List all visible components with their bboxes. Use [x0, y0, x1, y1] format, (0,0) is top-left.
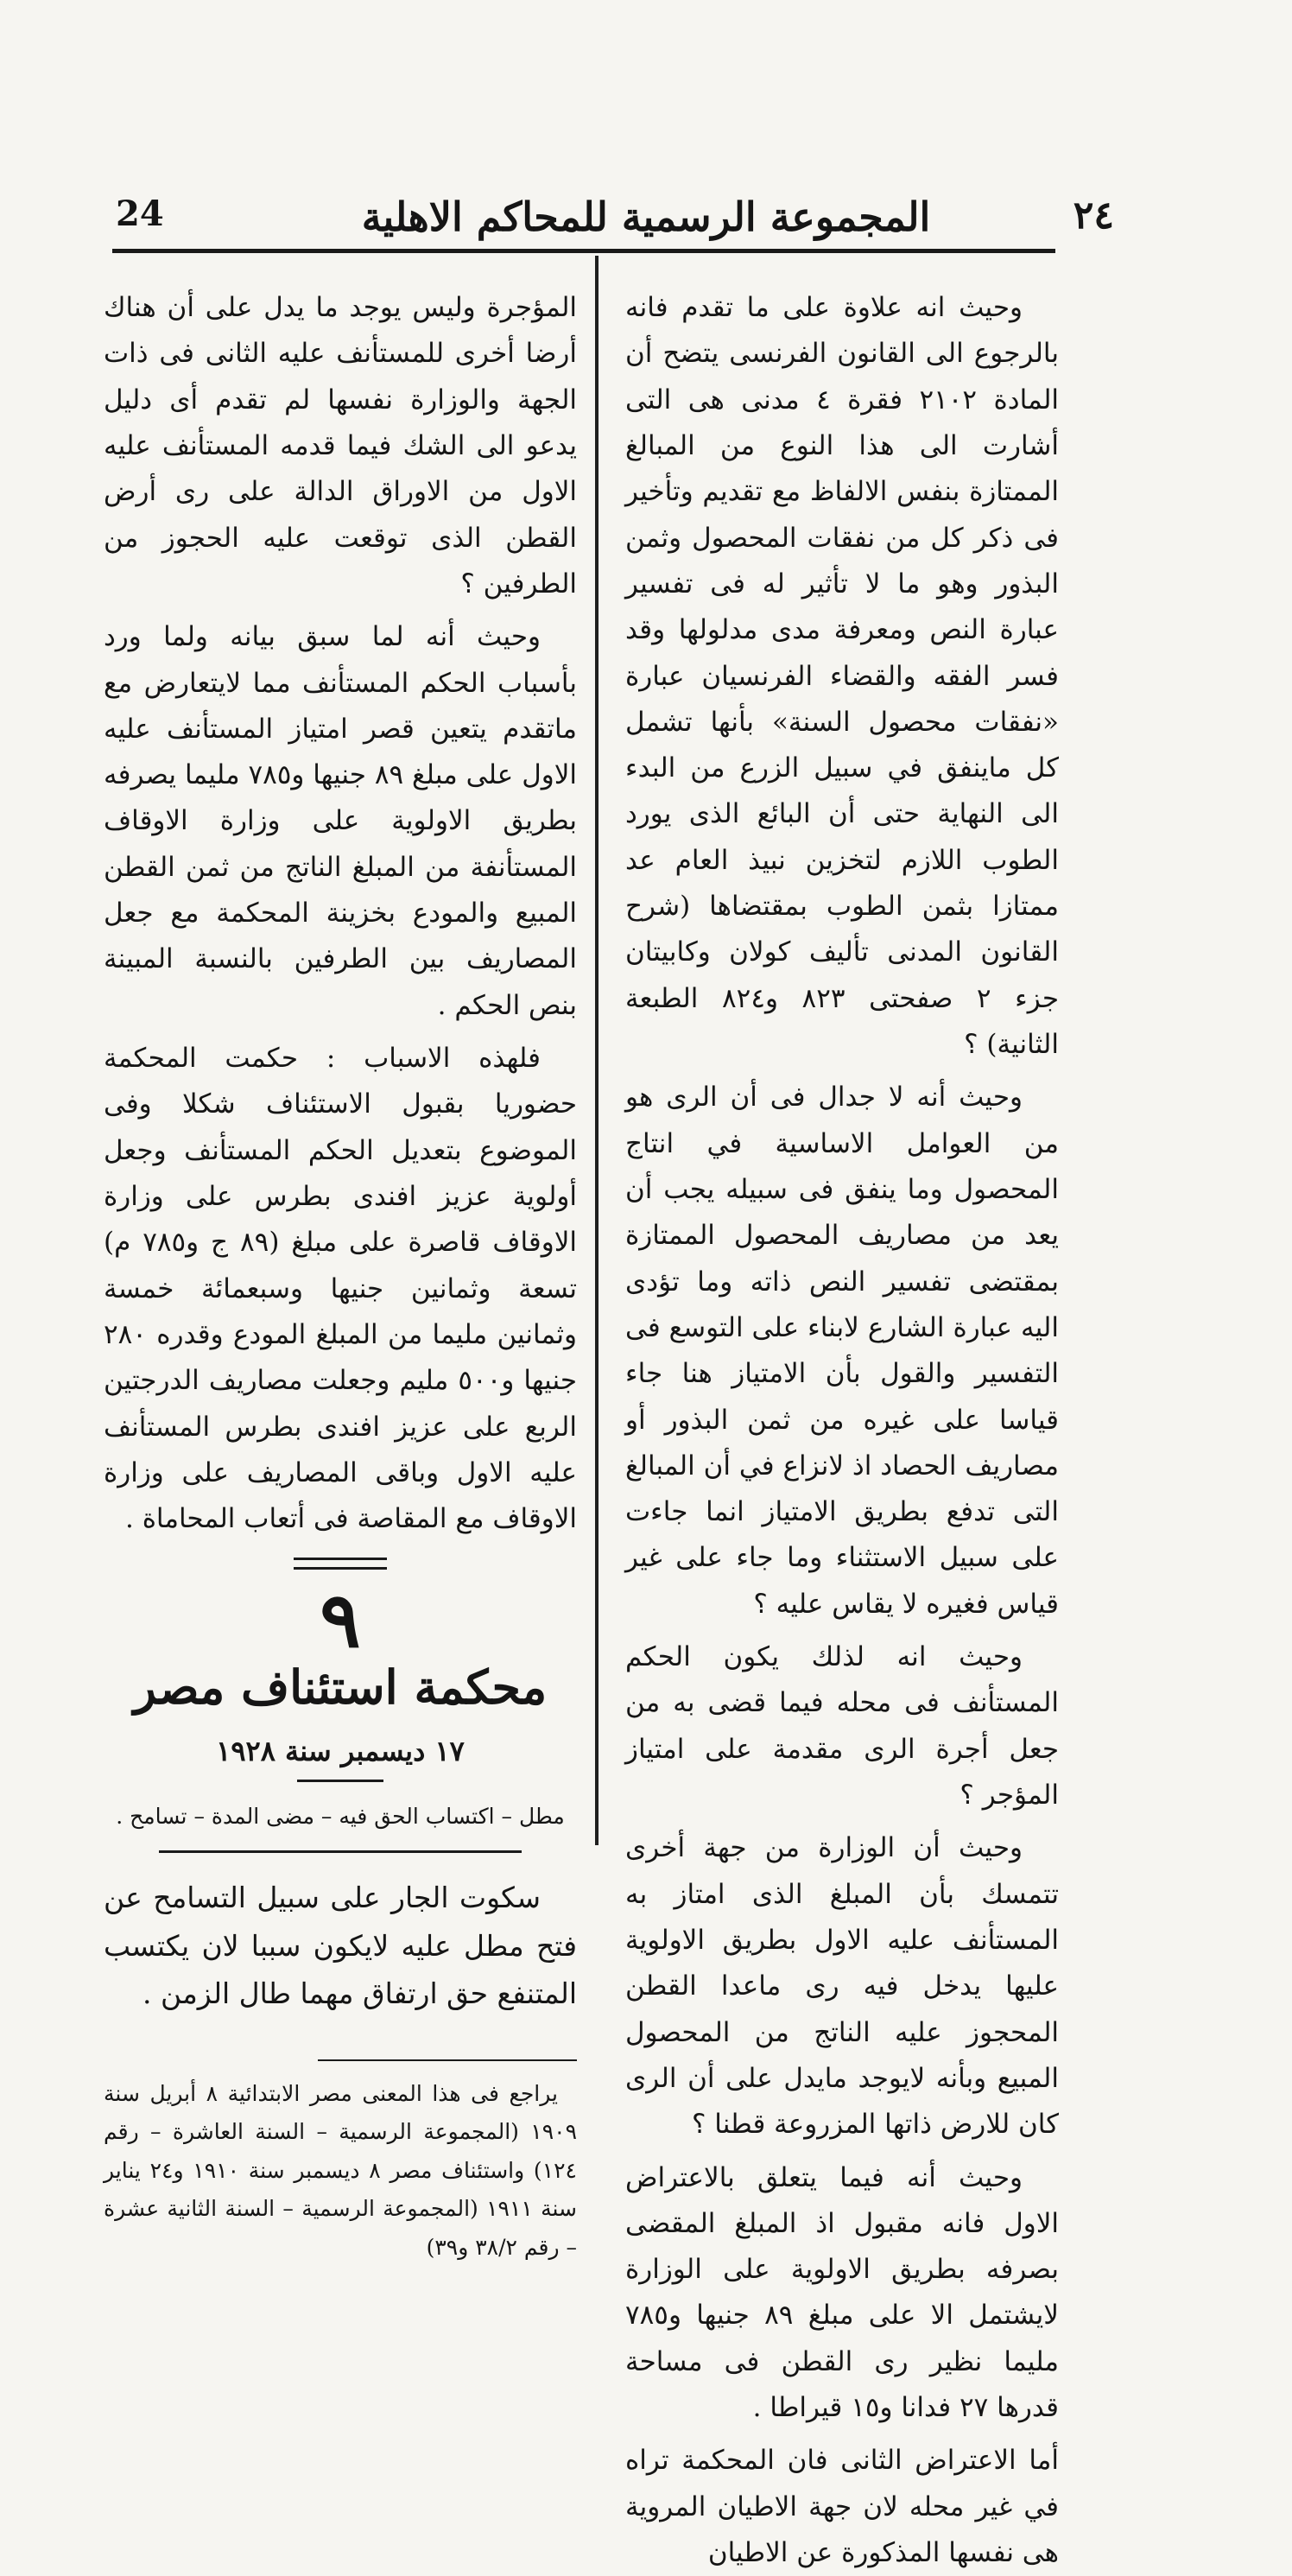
paragraph: وحيث انه لذلك يكون الحكم المستأنف فى محله فيما قضى به من جعل أجرة الرى مقدمة على امتياز المؤجر ؟	[625, 1641, 1059, 1811]
legal-principle: سكوت الجار على سبيل التسامح عن فتح مطل عليه لايكون سببا لان يكتسب المتنفع حق ارتفاق مهما طال الزمن .	[104, 1881, 577, 2011]
page-number-arabic: ٢٤	[1073, 194, 1114, 238]
paragraph: فلهذه الاسباب : حكمت المحكمة حضوريا بقبول الاستئناف شكلا وفى الموضوع بتعديل الحكم المستأنف وجعل أولوية عزيز افندى بطرس على وزارة الاوقاف قاصرة على مبلغ (٨٩ ج و٧٨٥ م) تسعة وثمانين جنيها وسبعمائة خمسة وثمانين مليما من المبلغ المودع وقدره ٢٨٠ جنيها و٥٠٠ مليم وجعلت مصاريف الدرجتين الربع على عزيز افندى بطرس المستأنف عليه الاول وباقى المصاريف على وزارة الاوقاف مع المقاصة فى أتعاب المحاماة .	[104, 1043, 578, 1535]
principle-rule	[159, 1850, 522, 1853]
case-keywords: مطل – اكتساب الحق فيه – مضى المدة – تسامح .	[116, 1804, 565, 1830]
footnote-rule	[318, 2059, 577, 2061]
right-column	[625, 285, 1059, 2576]
left-column	[104, 285, 577, 2267]
section-separator	[294, 1558, 387, 1570]
paragraph: أما الاعتراض الثانى فان المحكمة تراه في غير محله لان جهة الاطيان المروية هى نفسها المذكورة عن الاطيان	[625, 2445, 1059, 2568]
case-date: ١٧ ديسمبر سنة ١٩٢٨	[216, 1735, 465, 1768]
paragraph: المؤجرة وليس يوجد ما يدل على أن هناك أرضا أخرى للمستأنف عليه الثانى فى ذات الجهة والوزارة نفسها لم تقدم أى دليل يدعو الى الشك فيما قدمه المستأنف عليه الاول من الاوراق الدالة على رى أرض القطن الذى توقعت عليه الحجوز من الطرفين ؟	[104, 292, 577, 600]
paragraph: وحيث أن الوزارة من جهة أخرى تتمسك بأن المبلغ الذى امتاز به المستأنف عليه الاول بطريق الاولوية عليها يدخل فيه رى ماعدا القطن المحجوز عليه الناتج من المحصول المبيع وبأنه لايوجد مايدل على أن الرى كان للارض ذاتها المزروعة قطنا ؟	[625, 1832, 1059, 2141]
header-rule	[112, 249, 1055, 253]
paragraph: وحيث أنه فيما يتعلق بالاعتراض الاول فانه مقبول اذ المبلغ المقضى بصرفه بطريق الاولوية على الوزارة لايشتمل الا على مبلغ ٨٩ جنيها و٧٨٥ مليما نظير رى القطن فى مساحة قدرها ٢٧ فدانا و١٥ قيراطا .	[625, 2161, 1059, 2424]
paragraph: وحيث أنه لا جدال فى أن الرى هو من العوامل الاساسية في انتاج المحصول وما ينفق فى سبيله يجب أن يعد من مصاريف المحصول الممتازة بمقتضى تفسير النص ذاته وما تؤدى اليه عبارة الشارع لابناء على التوسع فى التفسير والقول بأن الامتياز هنا جاء قياسا على غيره من ثمن البذور أو مصاريف الحصاد اذ لانزاع في أن المبالغ التى تدفع بطريق الامتياز انما جاءت على سبيل الاستثناء وما جاء على غير قياس فغيره لا يقاس عليه ؟	[625, 1082, 1059, 1620]
running-title: المجموعة الرسمية للمحاكم الاهلية	[361, 194, 931, 240]
column-divider	[595, 256, 598, 1845]
paragraph: وحيث أنه لما سبق بيانه ولما ورد بأسباب الحكم المستأنف مما لايتعارض مع ماتقدم يتعين قصر امتياز المستأنف عليه الاول على مبلغ ٨٩ جنيها و٧٨٥ مليما يصرفه بطريق الاولوية على وزارة الاوقاف المستأنفة من المبلغ الناتج من ثمن القطن المبيع والمودع بخزينة المحكمة مع جعل المصاريف بين الطرفين بالنسبة المبينة بنص الحكم .	[104, 621, 577, 1021]
page-number-latin: 24	[116, 194, 164, 234]
case-number: ٩	[320, 1575, 361, 1666]
short-rule	[297, 1780, 383, 1782]
paragraph: وحيث انه علاوة على ما تقدم فانه بالرجوع الى القانون الفرنسى يتضح أن المادة ٢١٠٢ فقرة ٤ مدنى هى التى أشارت الى هذا النوع من المبالغ الممتازة بنفس الالفاظ مع تقديم وتأخير فى ذكر كل من نفقات المحصول وثمن البذور وهو ما لا تأثير له فى تفسير عبارة النص ومعرفة مدى مدلولها وقد فسر الفقه والقضاء الفرنسيان عبارة «نفقات محصول السنة» بأنها تشمل كل ماينفق في سبيل الزرع من البدء الى النهاية حتى أن البائع الذى يورد الطوب اللازم لتخزين نبيذ العام عد ممتازا بثمن الطوب بمقتضاها (شرح القانون المدنى تأليف كولان وكابيتان جزء ٢ صفحتى ٨٢٣ و٨٢٤ الطبعة الثانية) ؟	[625, 292, 1060, 1060]
court-name: محكمة استئناف مصر	[133, 1659, 548, 1716]
footnote: يراجع فى هذا المعنى مصر الابتدائية ٨ أبريل سنة ١٩٠٩ (المجموعة الرسمية – السنة العاشرة – رقم ١٢٤) واستئناف مصر ٨ ديسمبر سنة ١٩١٠ و٢٤ يناير سنة ١٩١١ (المجموعة الرسمية – السنة الثانية عشرة – رقم ٣٨/٢ و٣٩)	[104, 2080, 577, 2260]
